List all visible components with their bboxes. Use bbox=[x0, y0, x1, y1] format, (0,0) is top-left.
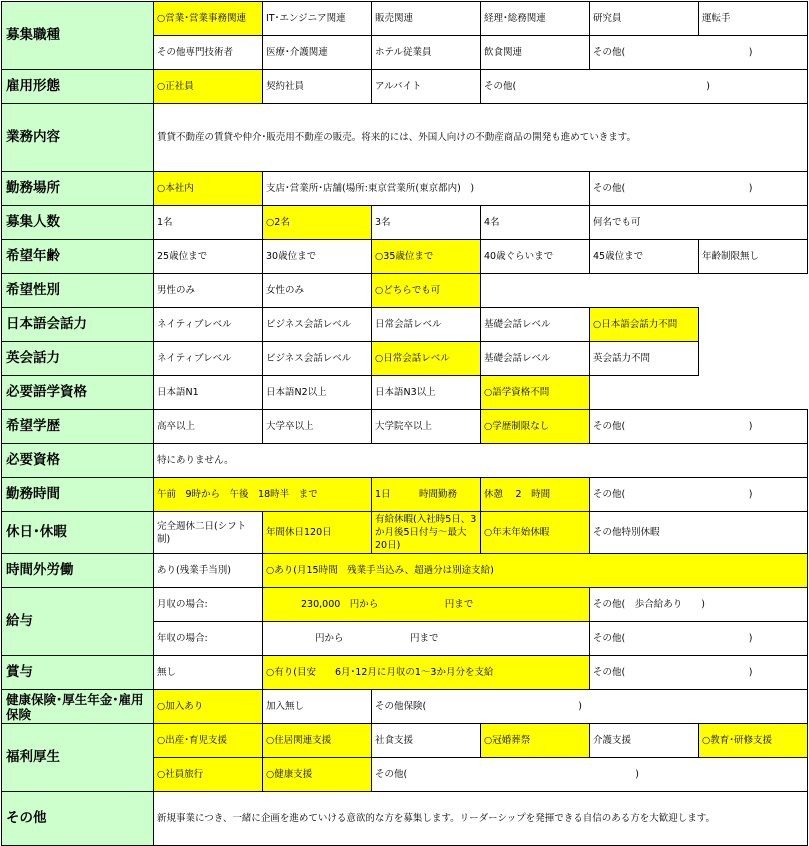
insurance-option[interactable]: ○加入あり bbox=[154, 690, 263, 724]
salary-annual-other[interactable]: その他( ) bbox=[590, 622, 808, 656]
welfare-option[interactable]: ○教育･研修支援 bbox=[699, 724, 808, 758]
insurance-option[interactable]: 加入無し bbox=[263, 690, 372, 724]
job-type-option[interactable]: 運転手 bbox=[699, 2, 808, 36]
employment-option[interactable]: 契約社員 bbox=[263, 70, 372, 104]
welfare-option[interactable]: ○住居関連支援 bbox=[263, 724, 372, 758]
empty-cell bbox=[590, 376, 808, 410]
employment-label: 雇用形態 bbox=[2, 70, 154, 104]
language-cert-option[interactable]: 日本語N3以上 bbox=[372, 376, 481, 410]
education-label: 希望学歴 bbox=[2, 410, 154, 444]
language-cert-option[interactable]: ○語学資格不問 bbox=[481, 376, 590, 410]
salary-monthly-label: 月収の場合: bbox=[154, 588, 263, 622]
salary-label: 給与 bbox=[2, 588, 154, 656]
salary-monthly-other[interactable]: その他( 歩合給あり ) bbox=[590, 588, 808, 622]
language-cert-label: 必要語学資格 bbox=[2, 376, 154, 410]
headcount-label: 募集人数 bbox=[2, 206, 154, 240]
education-option[interactable]: 大学卒以上 bbox=[263, 410, 372, 444]
job-type-option[interactable]: 飲食関連 bbox=[481, 36, 590, 70]
gender-label: 希望性別 bbox=[2, 274, 154, 308]
age-label: 希望年齢 bbox=[2, 240, 154, 274]
bonus-other[interactable]: その他( ) bbox=[590, 656, 808, 690]
holidays-option[interactable]: 完全週休二日(シフト制) bbox=[154, 512, 263, 554]
location-option[interactable]: 支店･営業所･店舗(場所:東京営業所(東京都内) ) bbox=[263, 172, 590, 206]
japanese-option[interactable]: 日常会話レベル bbox=[372, 308, 481, 342]
gender-option[interactable]: 女性のみ bbox=[263, 274, 372, 308]
location-other[interactable]: その他( ) bbox=[590, 172, 808, 206]
english-label: 英会話力 bbox=[2, 342, 154, 376]
hours-option[interactable]: 午前 9時から 午後 18時半 まで bbox=[154, 478, 372, 512]
job-type-option[interactable]: 販売関連 bbox=[372, 2, 481, 36]
job-type-option[interactable]: その他専門技術者 bbox=[154, 36, 263, 70]
job-type-option[interactable]: ホテル従業員 bbox=[372, 36, 481, 70]
welfare-option[interactable]: 介護支援 bbox=[590, 724, 699, 758]
other-label: その他 bbox=[2, 792, 154, 846]
holidays-option[interactable]: ○年末年始休暇 bbox=[481, 512, 590, 554]
overtime-option[interactable]: あり(残業手当別) bbox=[154, 554, 263, 588]
welfare-option[interactable]: ○冠婚葬祭 bbox=[481, 724, 590, 758]
english-option[interactable]: 基礎会話レベル bbox=[481, 342, 590, 376]
welfare-option[interactable]: ○出産･育児支援 bbox=[154, 724, 263, 758]
japanese-label: 日本語会話力 bbox=[2, 308, 154, 342]
duties-text: 賃貸不動産の賃貸や仲介･販売用不動産の販売。将来的には、外国人向けの不動産商品の開発も進めていきます。 bbox=[154, 104, 808, 172]
salary-annual-label: 年収の場合: bbox=[154, 622, 263, 656]
salary-annual-value[interactable]: 円から 円まで bbox=[263, 622, 590, 656]
bonus-option[interactable]: ○有り(目安 6月･12月に月収の1～3か月分を支給 bbox=[263, 656, 590, 690]
location-label: 勤務場所 bbox=[2, 172, 154, 206]
hours-label: 勤務時間 bbox=[2, 478, 154, 512]
age-option[interactable]: 45歳位まで bbox=[590, 240, 699, 274]
japanese-option[interactable]: 基礎会話レベル bbox=[481, 308, 590, 342]
hours-option[interactable]: 休憩 2 時間 bbox=[481, 478, 590, 512]
qualifications-label: 必要資格 bbox=[2, 444, 154, 478]
education-other[interactable]: その他( ) bbox=[590, 410, 808, 444]
other-text: 新規事業につき、一緒に企画を進めていける意欲的な方を募集します。リーダーシップを発揮できる自信のある方を大歓迎します。 bbox=[154, 792, 808, 846]
age-option[interactable]: 25歳位まで bbox=[154, 240, 263, 274]
gender-option[interactable]: 男性のみ bbox=[154, 274, 263, 308]
holidays-option[interactable]: その他特別休暇 bbox=[590, 512, 808, 554]
insurance-label: 健康保険･厚生年金･雇用保険 bbox=[2, 690, 154, 724]
headcount-option[interactable]: 3名 bbox=[372, 206, 481, 240]
headcount-option[interactable]: ○2名 bbox=[263, 206, 372, 240]
empty-cell bbox=[699, 342, 808, 376]
education-option[interactable]: 高卒以上 bbox=[154, 410, 263, 444]
empty-cell bbox=[699, 308, 808, 342]
welfare-other[interactable]: その他( ) bbox=[372, 758, 808, 792]
qualifications-text: 特にありません。 bbox=[154, 444, 808, 478]
location-option[interactable]: ○本社内 bbox=[154, 172, 263, 206]
age-option[interactable]: 40歳ぐらいまで bbox=[481, 240, 590, 274]
job-type-option[interactable]: IT･エンジニア関連 bbox=[263, 2, 372, 36]
gender-option[interactable]: ○どちらでも可 bbox=[372, 274, 481, 308]
english-option[interactable]: 英会話力不問 bbox=[590, 342, 699, 376]
overtime-label: 時間外労働 bbox=[2, 554, 154, 588]
employment-option[interactable]: アルバイト bbox=[372, 70, 481, 104]
overtime-option[interactable]: ○あり(月15時間 残業手当込み、超過分は別途支給) bbox=[263, 554, 808, 588]
holidays-label: 休日･休暇 bbox=[2, 512, 154, 554]
holidays-option[interactable]: 年間休日120日 bbox=[263, 512, 372, 554]
job-type-other[interactable]: その他( ) bbox=[590, 36, 808, 70]
age-option[interactable]: 30歳位まで bbox=[263, 240, 372, 274]
welfare-option[interactable]: 社食支援 bbox=[372, 724, 481, 758]
job-posting-form bbox=[1, 1, 808, 846]
bonus-label: 賞与 bbox=[2, 656, 154, 690]
welfare-option[interactable]: ○健康支援 bbox=[263, 758, 372, 792]
salary-monthly-value[interactable]: 230,000 円から 円まで bbox=[263, 588, 590, 622]
bonus-option[interactable]: 無し bbox=[154, 656, 263, 690]
english-option[interactable]: ネイティブレベル bbox=[154, 342, 263, 376]
japanese-option[interactable]: ○日本語会話力不問 bbox=[590, 308, 699, 342]
holidays-option[interactable]: 有給休暇(入社時5日、3か月後5日付与～最大20日) bbox=[372, 512, 481, 554]
education-option[interactable]: 大学院卒以上 bbox=[372, 410, 481, 444]
language-cert-option[interactable]: 日本語N1 bbox=[154, 376, 263, 410]
age-option[interactable]: ○35歳位まで bbox=[372, 240, 481, 274]
education-option[interactable]: ○学歴制限なし bbox=[481, 410, 590, 444]
job-type-option[interactable]: 経理･総務関連 bbox=[481, 2, 590, 36]
headcount-option[interactable]: 何名でも可 bbox=[590, 206, 808, 240]
english-option[interactable]: ○日常会話レベル bbox=[372, 342, 481, 376]
japanese-option[interactable]: ネイティブレベル bbox=[154, 308, 263, 342]
insurance-other[interactable]: その他保険( ) bbox=[372, 690, 808, 724]
japanese-option[interactable]: ビジネス会話レベル bbox=[263, 308, 372, 342]
english-option[interactable]: ビジネス会話レベル bbox=[263, 342, 372, 376]
language-cert-option[interactable]: 日本語N2以上 bbox=[263, 376, 372, 410]
age-option[interactable]: 年齢制限無し bbox=[699, 240, 808, 274]
headcount-option[interactable]: 1名 bbox=[154, 206, 263, 240]
job-type-option[interactable]: 医療･介護関連 bbox=[263, 36, 372, 70]
welfare-label: 福利厚生 bbox=[2, 724, 154, 792]
welfare-option[interactable]: ○社員旅行 bbox=[154, 758, 263, 792]
job-type-option[interactable]: 研究員 bbox=[590, 2, 699, 36]
job-type-option[interactable]: ○営業･営業事務関連 bbox=[154, 2, 263, 36]
hours-option[interactable]: 1日 時間勤務 bbox=[372, 478, 481, 512]
job-type-label: 募集職種 bbox=[2, 2, 154, 70]
employment-other[interactable]: その他( ) bbox=[481, 70, 808, 104]
empty-cell bbox=[481, 274, 808, 308]
duties-label: 業務内容 bbox=[2, 104, 154, 172]
employment-option[interactable]: ○正社員 bbox=[154, 70, 263, 104]
hours-other[interactable]: その他( ) bbox=[590, 478, 808, 512]
headcount-option[interactable]: 4名 bbox=[481, 206, 590, 240]
